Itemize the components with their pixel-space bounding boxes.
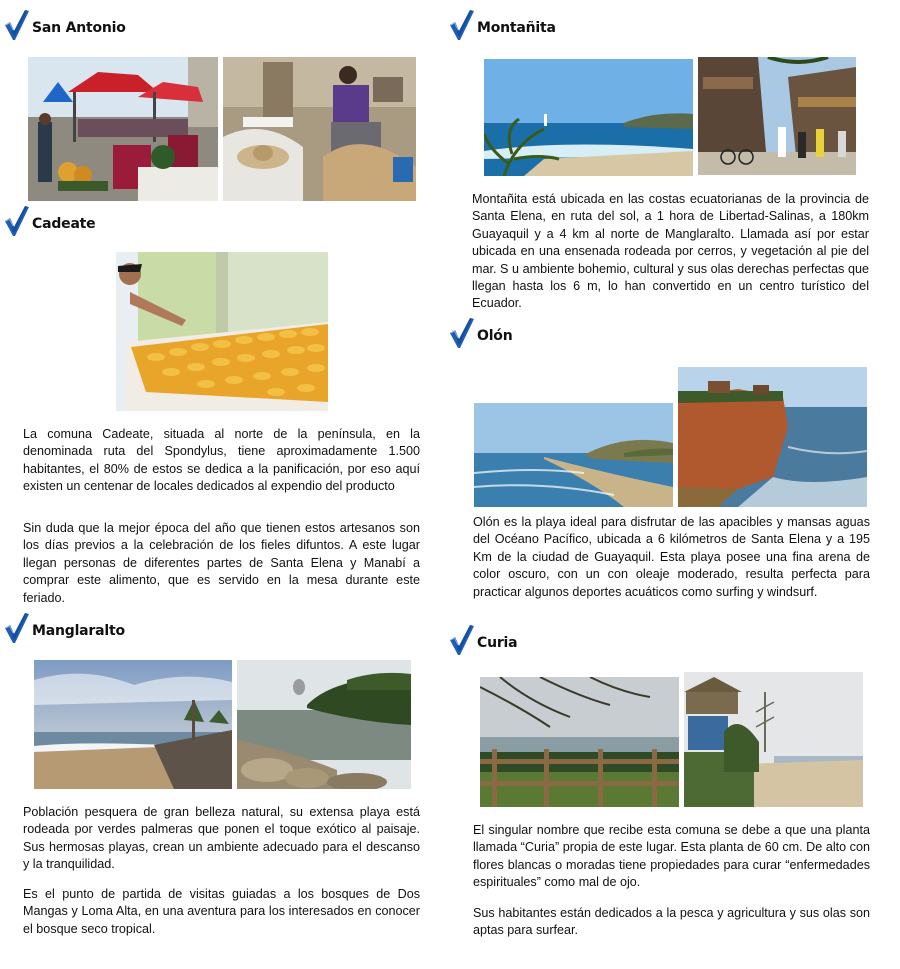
cadeate-paragraph-1: La comuna Cadeate, situada al norte de la península, en la denominada ruta del Spondylus, tiene aproximadamente 1.500 habitantes, el 80% de estos se dedica a la panificación, por eso aquí existen un centenar de locales dedicados al expendio del producto <box>23 427 420 494</box>
manglaralto-mangrove-photo <box>237 660 411 789</box>
curia-fence-photo <box>480 677 679 807</box>
san-antonio-weaver-photo <box>223 57 416 201</box>
checkmark-icon <box>4 204 30 238</box>
section-heading-curia <box>449 623 517 657</box>
curia-hut-photo <box>684 672 863 807</box>
section-heading-cadeate <box>4 204 95 238</box>
section-title: Olón <box>477 328 513 344</box>
manglaralto-paragraph-1: Población pesquera de gran belleza natural, su extensa playa está rodeada por verdes palmeras que ponen el toque exótico al paisaje. Sus hermosas playas, crean un ambiente adecuado para el descanso y la tranquilidad. <box>23 805 420 872</box>
cadeate-paragraph-1-wrapper <box>23 426 420 496</box>
section-title: Manglaralto <box>32 623 125 639</box>
section-heading-olon <box>449 316 513 350</box>
olon-shoreline-photo <box>474 403 673 507</box>
montanita-beach-photo <box>484 59 693 176</box>
san-antonio-market-photo <box>28 57 218 201</box>
manglaralto-beach-photo <box>34 660 232 789</box>
section-title: San Antonio <box>32 20 126 36</box>
checkmark-icon <box>449 623 475 657</box>
cadeate-bread-photo <box>116 252 328 411</box>
olon-paragraph-1: Olón es la playa ideal para disfrutar de las apacibles y mansas aguas del Océano Pacífico, ubicada a 6 kilómetros de Santa Elena y a 195 Km de la ciudad de Guayaquil. Esta playa posee una fina arena de color oscuro, con un con oleaje moderado, resulta perfecta para practicar algunos deportes acuáticos como surfing y windsurf. <box>473 515 870 599</box>
checkmark-icon <box>449 8 475 42</box>
checkmark-icon <box>4 611 30 645</box>
cadeate-paragraph-2: Sin duda que la mejor época del año que tienen estos artesanos son los días previos a la celebración de los fieles difuntos. A este lugar llegan personas de diferentes partes de Santa Elena y Manabí a comprar este alimento, que es servido en la mesa durante este feriado. <box>23 521 420 605</box>
section-heading-san-antonio <box>4 8 126 42</box>
curia-paragraph-1: El singular nombre que recibe esta comuna se debe a que una planta llamada “Curia” propia de este lugar. Esta planta de 60 cm. De alto con flores blancas o moradas tiene propiedades para curar “enfermedades espirituales” como mal de ojo. <box>473 823 870 890</box>
curia-paragraph-2: Sus habitantes están dedicados a la pesca y agricultura y sus olas son aptas para surfear. <box>473 906 870 938</box>
section-title: Montañita <box>477 20 556 36</box>
checkmark-icon <box>449 316 475 350</box>
manglaralto-paragraph-2: Es el punto de partida de visitas guiadas a los bosques de Dos Mangas y Loma Alta, en una aventura para los interesados en conocer el bosque seco tropical. <box>23 887 420 936</box>
section-heading-montanita <box>449 8 556 42</box>
section-title: Curia <box>477 635 518 651</box>
montanita-paragraph-1: Montañita está ubicada en las costas ecuatorianas de la provincia de Santa Elena, en ruta del sol, a 1 hora de Libertad-Salinas, a 180km Guayaquil y a 4 km al norte de Manglaralto. Llamada así por estar ubicada en una ensenada rodeada por cerros, y vegetación al pie del mar. S u ambiente bohemio, cultural y sus olas derechas perfectas que llegan hasta los 6 m, lo han convertido en un centro turístico del Ecuador. <box>472 192 869 311</box>
checkmark-icon <box>4 8 30 42</box>
section-title: Cadeate <box>32 216 96 232</box>
montanita-street-photo <box>698 57 856 175</box>
section-heading-manglaralto <box>4 611 125 645</box>
olon-cliff-photo <box>678 367 867 507</box>
